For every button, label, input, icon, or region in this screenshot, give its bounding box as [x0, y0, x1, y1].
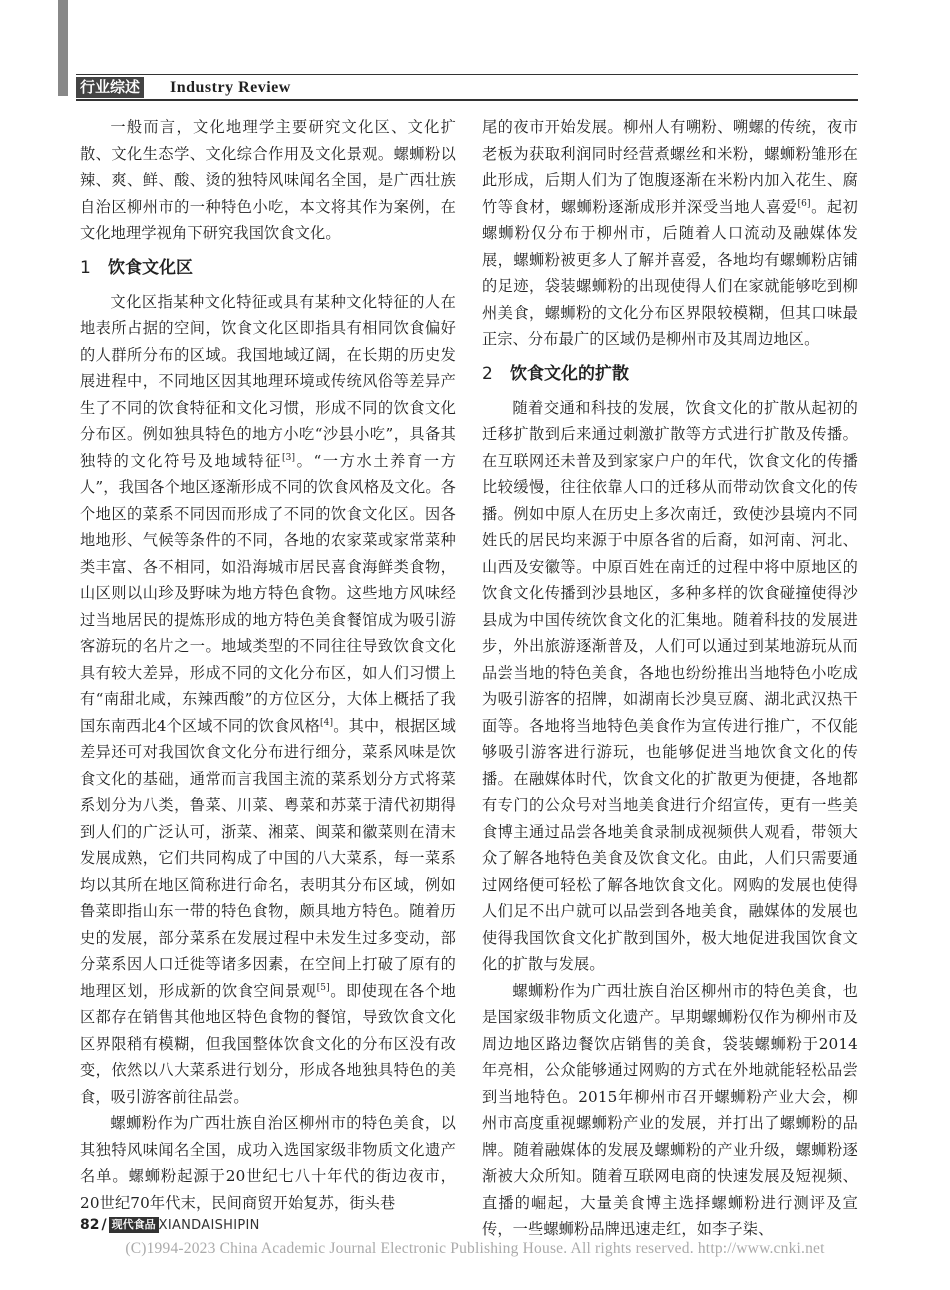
- footer-slash: /: [101, 1217, 107, 1233]
- section-title: 饮食文化区: [108, 257, 193, 278]
- citation[interactable]: [5]: [316, 982, 330, 993]
- header-bottom-rule: [76, 99, 858, 101]
- paragraph: 随着交通和科技的发展，饮食文化的扩散从起初的迁移扩散到后来通过刺激扩散等方式进行扩散及传播。在互联网还未普及到家家户户的年代，饮食文化的传播比较缓慢，往往依靠人口的迁移从而带动饮食文化的传播。例如中原人在历史上多次南迁，致使沙县境内不同姓氏的居民均来源于中原各省的后裔，如河南、河北、山西及安徽等。中原百姓在南迁的过程中将中原地区的饮食文化传播到沙县地区，多种多样的饮食碰撞使得沙县成为中国传统饮食文化的汇集地。随着科技的发展进步，外出旅游逐渐普及，人们可以通过到某地游玩从而品尝当地的特色美食，各地也纷纷推出当地特色小吃成为吸引游客的招牌，如湖南长沙臭豆腐、湖北武汉热干面等。各地将当地特色美食作为宣传进行推广，不仅能够吸引游客进行游玩，也能够促进当地饮食文化的传播。在融媒体时代，饮食文化的扩散更为便捷，各地都有专门的公众号对当地美食进行介绍宣传，更有一些美食博主通过品尝各地美食录制成视频供人观看，带领大众了解各地特色美食及饮食文化。由此，人们只需要通过网络便可轻松了解各地饮食文化。网购的发展也使得人们足不出户就可以品尝到各地美食，融媒体的发展也使得我国饮食文化扩散到国外，极大地促进我国饮食文化的扩散与发展。: [482, 398, 858, 973]
- section-number: 2: [482, 363, 493, 384]
- copyright-notice: (C)1994-2023 China Academic Journal Electronic Publishing House. All rights reserved. http://www.cnki.net: [125, 1240, 825, 1257]
- right-column: [482, 114, 859, 1238]
- section-number: 1: [80, 257, 91, 278]
- text-run: 。其中，根据区域差异还可对我国饮食文化分布进行细分，菜系风味是饮食文化的基础，通常而言我国主流的菜系划分方式将菜系划分为八类，鲁菜、川菜、粤菜和苏菜于清代初期得到人们的广泛认可，浙菜、湘菜、闽菜和徽菜则在清末发展成熟，它们共同构成了中国的八大菜系，每一菜系均以其所在地区简称进行命名，表明其分布区域，例如鲁菜即指山东一带的特色食物，颇具地方特色。随着历史的发展，部分菜系在发展过程中未发生过多变动，部分菜系因人口迁徙等诸多因素，在空间上打破了原有的地理区划，形成新的饮食空间景观: [80, 716, 456, 1000]
- section-heading-1: [80, 255, 456, 281]
- text-run: 。起初螺蛳粉仅分布于柳州市，后随着人口流动及融媒体发展，螺蛳粉被更多人了解并喜爱，各地均有螺蛳粉店铺的足迹，袋装螺蛳粉的出现使得人们在家就能够吃到柳州美食，螺蛳粉的文化分布区界限较模糊，但其口味最正宗、分布最广的区域仍是柳州市及其周边地区。: [482, 197, 859, 348]
- left-column: [80, 114, 457, 1212]
- text-run: 尾的夜市开始发展。柳州人有嗍粉、嗍螺的传统，夜市老板为获取利润同时经营煮螺丝和米粉，螺蛳粉雏形在此形成，后期人们为了饱腹逐渐在米粉内加入花生、腐竹等食材，螺蛳粉逐渐成形并深受当地人喜爱: [482, 118, 858, 216]
- page-number: 82: [80, 1217, 100, 1233]
- section-tag-en: Industry Review: [170, 79, 291, 96]
- paragraph: [80, 289, 456, 1111]
- side-decoration-bar: [58, 0, 68, 96]
- magazine-name-cn: 现代食品: [109, 1217, 159, 1233]
- section-tag-cn: 行业综述: [76, 77, 144, 98]
- text-run: 。“一方水土养育一方人”，我国各个地区逐渐形成不同的饮食风格及文化。各个地区的菜系不同因而形成了不同的饮食文化区。因各地地形、气候等条件的不同，各地的农家菜或家常菜种类丰富、各不相同，如沿海城市居民喜食海鲜类食物，山区则以山珍及野味为地方特色食物。这些地方风味经过当地居民的提炼形成的地方特色美食餐馆成为吸引游客游玩的名片之一。地域类型的不同往往导致饮食文化具有较大差异，形成不同的文化分布区，如人们习惯上有“南甜北咸，东辣西酸”的方位区分，大体上概括了我国东南西北4个区域不同的饮食风格: [80, 451, 457, 735]
- citation[interactable]: [6]: [797, 198, 811, 209]
- section-heading-2: [482, 361, 858, 387]
- page-header: [76, 74, 858, 100]
- paragraph: 一般而言，文化地理学主要研究文化区、文化扩散、文化生态学、文化综合作用及文化景观。螺蛳粉以辣、爽、鲜、酸、烫的独特风味闻名全国，是广西壮族自治区柳州市的一种特色小吃，本文将其作为案例，在文化地理学视角下研究我国饮食文化。: [80, 118, 456, 242]
- citation[interactable]: [3]: [281, 452, 296, 463]
- paragraph: 螺蛳粉作为广西壮族自治区柳州市的特色美食，也是国家级非物质文化遗产。早期螺蛳粉仅作为柳州市及周边地区路边餐饮店销售的美食，袋装螺蛳粉于2014年亮相，公众能够通过网购的方式在外地就能轻松品尝到当地特色。2015年柳州市召开螺蛳粉产业大会，柳州市高度重视螺蛳粉产业的发展，并打出了螺蛳粉的品牌。随着融媒体的发展及螺蛳粉的产业升级，螺蛳粉逐渐被大众所知。随着互联网电商的快速发展及短视频、直播的崛起，大量美食博主选择螺蛳粉进行测评及宣传，一些螺蛳粉品牌迅速走红，如李子柒、: [482, 981, 858, 1238]
- header-top-rule: [76, 74, 858, 75]
- citation[interactable]: [4]: [320, 717, 334, 728]
- page-footer: [80, 1214, 260, 1234]
- paragraph: [482, 114, 858, 353]
- text-run: 文化区指某种文化特征或具有某种文化特征的人在地表所占据的空间，饮食文化区即指具有相同饮食偏好的人群所分布的区域。我国地域辽阔，在长期的历史发展进程中，不同地区因其地理环境或传统风俗等差异产生了不同的饮食特征和文化习惯，形成不同的饮食文化分布区。例如独具特色的地方小吃“沙县小吃”，具备其独特的文化符号及地域特征: [80, 292, 456, 470]
- magazine-name-en: XIANDAISHIPIN: [158, 1218, 260, 1233]
- section-title: 饮食文化的扩散: [510, 363, 629, 384]
- paragraph: 螺蛳粉作为广西壮族自治区柳州市的特色美食，以其独特风味闻名全国，成功入选国家级非物质文化遗产名单。螺蛳粉起源于20世纪七八十年代的街边夜市，20世纪70年代末，民间商贸开始复苏，街头巷: [80, 1114, 456, 1212]
- text-run: 。即使现在各个地区都存在销售其他地区特色食物的餐馆，导致饮食文化区界限稍有模糊，但我国整体饮食文化的分布区没有改变，依然以八大菜系进行划分，形成各地独具特色的美食，吸引游客前往品尝。: [80, 981, 457, 1106]
